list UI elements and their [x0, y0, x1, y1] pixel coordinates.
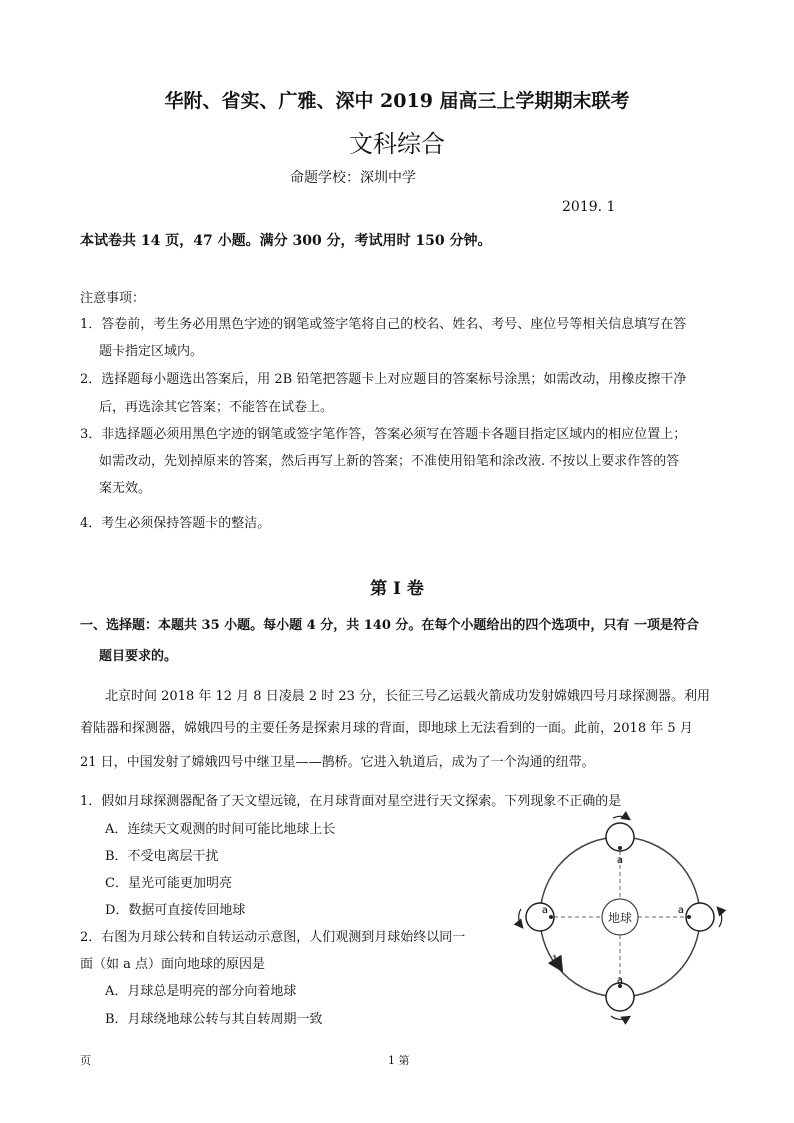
exam-title: 华附、省实、广雅、深中 2019 届高三上学期期末联考 — [164, 90, 630, 112]
footer-page-number: 1 第 — [388, 1054, 410, 1067]
earth-label: 地球 — [607, 911, 633, 925]
svg-text:a: a — [541, 905, 549, 916]
exam-summary: 本试卷共 14 页，47 小题。满分 300 分，考试用时 150 分钟。 — [80, 233, 492, 249]
note-3-line-3: 案无效。 — [99, 481, 152, 496]
question-2-stem-line-1: 2．右图为月球公转和自转运动示意图，人们观测到月球始终以同一 — [80, 930, 466, 945]
svg-text:a: a — [616, 975, 624, 986]
note-1-line-1: 1．答卷前，考生务必用黑色字迹的钢笔或签字笔将自己的校名、姓名、考号、座位号等相关信息填写在答 — [80, 317, 687, 332]
note-4: 4．考生必须保持答题卡的整洁。 — [80, 516, 271, 531]
passage-line-3: 21 日，中国发射了嫦娥四号中继卫星——鹊桥。它进入轨道后，成为了一个沟通的纽带。 — [80, 755, 595, 770]
setter-school: 命题学校：深圳中学 — [290, 170, 416, 186]
note-2-line-1: 2．选择题每小题选出答案后，用 2B 铅笔把答题卡上对应题目的答案标号涂黑；如需改动，用橡皮擦干净 — [80, 372, 687, 387]
question-1-stem: 1．假如月球探测器配备了天文望远镜，在月球背面对星空进行天文探索。下列现象不正确的是 — [80, 794, 622, 809]
question-1-option-d: D．数据可直接传回地球 — [105, 903, 246, 918]
moon-right — [678, 903, 722, 931]
note-1-line-2: 题卡指定区域内。 — [99, 344, 204, 359]
section-instructions-line-1: 一、选择题：本题共 35 小题。每小题 4 分，共 140 分。在每个小题给出的四个选项中，只有 一项是符合 — [80, 618, 699, 633]
moon-orbit-diagram — [505, 805, 735, 1030]
moon-orbit-svg — [505, 805, 735, 1030]
moon-bottom — [606, 975, 634, 1019]
notes-heading: 注意事项： — [80, 291, 146, 306]
moon-left — [519, 903, 554, 931]
question-1-option-c: C．星光可能更加明亮 — [105, 876, 232, 891]
question-2-option-b: B．月球绕地球公转与其自转周期一致 — [105, 1012, 323, 1027]
note-2-line-2: 后，再选涂其它答案；不能答在试卷上。 — [99, 400, 334, 415]
svg-text:a: a — [677, 905, 685, 916]
note-3-line-1: 3．非选择题必须用黑色字迹的钢笔或签字笔作答，答案必须写在答题卡各题目指定区域内的相应位置上； — [80, 427, 687, 442]
question-1-option-a: A．连续天文观测的时间可能比地球上长 — [105, 822, 336, 837]
note-3-line-2: 如需改动，先划掉原来的答案，然后再写上新的答案；不准使用铅笔和涂改液. 不按以上要求作答的答 — [99, 454, 680, 469]
passage-line-1: 北京时间 2018 年 12 月 8 日凌晨 2 时 23 分，长征三号乙运载火箭成功发射嫦娥四号月球探测器。利用 — [105, 689, 711, 704]
subject-title: 文科综合 — [349, 130, 445, 158]
moon-top — [606, 816, 634, 866]
passage-line-2: 着陆器和探测器，嫦娥四号的主要任务是探索月球的背面，即地球上无法看到的一面。此前，2018 年 5 月 — [80, 721, 693, 736]
question-1-option-b: B．不受电离层干扰 — [105, 849, 219, 864]
section-instructions-line-2: 题目要求的。 — [99, 649, 178, 664]
question-2-stem-line-2: 面（如 a 点）面向地球的原因是 — [80, 957, 266, 972]
exam-date: 2019. 1 — [562, 199, 616, 215]
question-2-option-a: A．月球总是明亮的部分向着地球 — [105, 984, 297, 999]
footer-left: 页 — [80, 1054, 91, 1067]
svg-text:a: a — [616, 855, 624, 866]
section-title: 第 I 卷 — [370, 579, 424, 599]
